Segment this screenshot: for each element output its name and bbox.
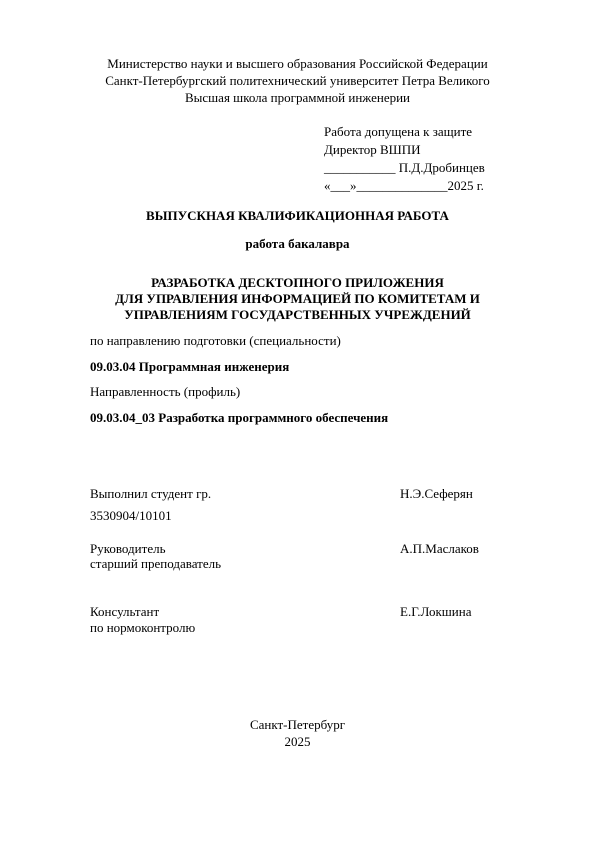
- school-name: Высшая школа программной инженерии: [185, 90, 410, 105]
- consultant-label: Консультант: [90, 604, 160, 619]
- approval-director-signature: ___________ П.Д.Дробинцев: [324, 160, 485, 175]
- work-level: работа бакалавра: [245, 236, 350, 251]
- direction-value: 09.03.04 Программная инженерия: [90, 359, 290, 374]
- work-topic: [0, 275, 595, 323]
- topic-line-2: ДЛЯ УПРАВЛЕНИЯ ИНФОРМАЦИЕЙ ПО КОМИТЕТАМ И: [115, 291, 480, 306]
- ministry-name: Министерство науки и высшего образования Российской Федерации: [107, 56, 488, 71]
- university-name: Санкт-Петербургский политехнический университет Петра Великого: [105, 73, 490, 88]
- approval-director-title: Директор ВШПИ: [324, 142, 421, 157]
- footer-year: 2025: [284, 734, 311, 749]
- approval-date: «___»______________2025 г.: [324, 178, 484, 193]
- student-label: Выполнил студент гр.: [90, 486, 212, 501]
- approval-block: [324, 123, 485, 195]
- organization-header: [0, 56, 595, 107]
- profile-label: Направленность (профиль): [90, 384, 241, 399]
- topic-line-3: УПРАВЛЕНИЯМ ГОСУДАРСТВЕННЫХ УЧРЕЖДЕНИЙ: [124, 307, 471, 322]
- supervisor-title: старший преподаватель: [90, 556, 222, 571]
- work-type-heading: ВЫПУСКНАЯ КВАЛИФИКАЦИОННАЯ РАБОТА: [146, 208, 449, 223]
- consultant-title: по нормоконтролю: [90, 620, 196, 635]
- student-name: Н.Э.Сеферян: [400, 486, 473, 501]
- approval-admitted: Работа допущена к защите: [324, 124, 473, 139]
- supervisor-name: А.П.Маслаков: [400, 541, 479, 556]
- direction-label: по направлению подготовки (специальности): [90, 333, 341, 348]
- supervisor-label: Руководитель: [90, 541, 166, 556]
- consultant-name: Е.Г.Локшина: [400, 604, 472, 619]
- footer-city: Санкт-Петербург: [249, 717, 346, 732]
- footer-city-year: [0, 716, 595, 750]
- profile-value: 09.03.04_03 Разработка программного обеспечения: [90, 410, 389, 425]
- topic-line-1: РАЗРАБОТКА ДЕСКТОПНОГО ПРИЛОЖЕНИЯ: [151, 275, 444, 290]
- student-group: 3530904/10101: [90, 508, 172, 523]
